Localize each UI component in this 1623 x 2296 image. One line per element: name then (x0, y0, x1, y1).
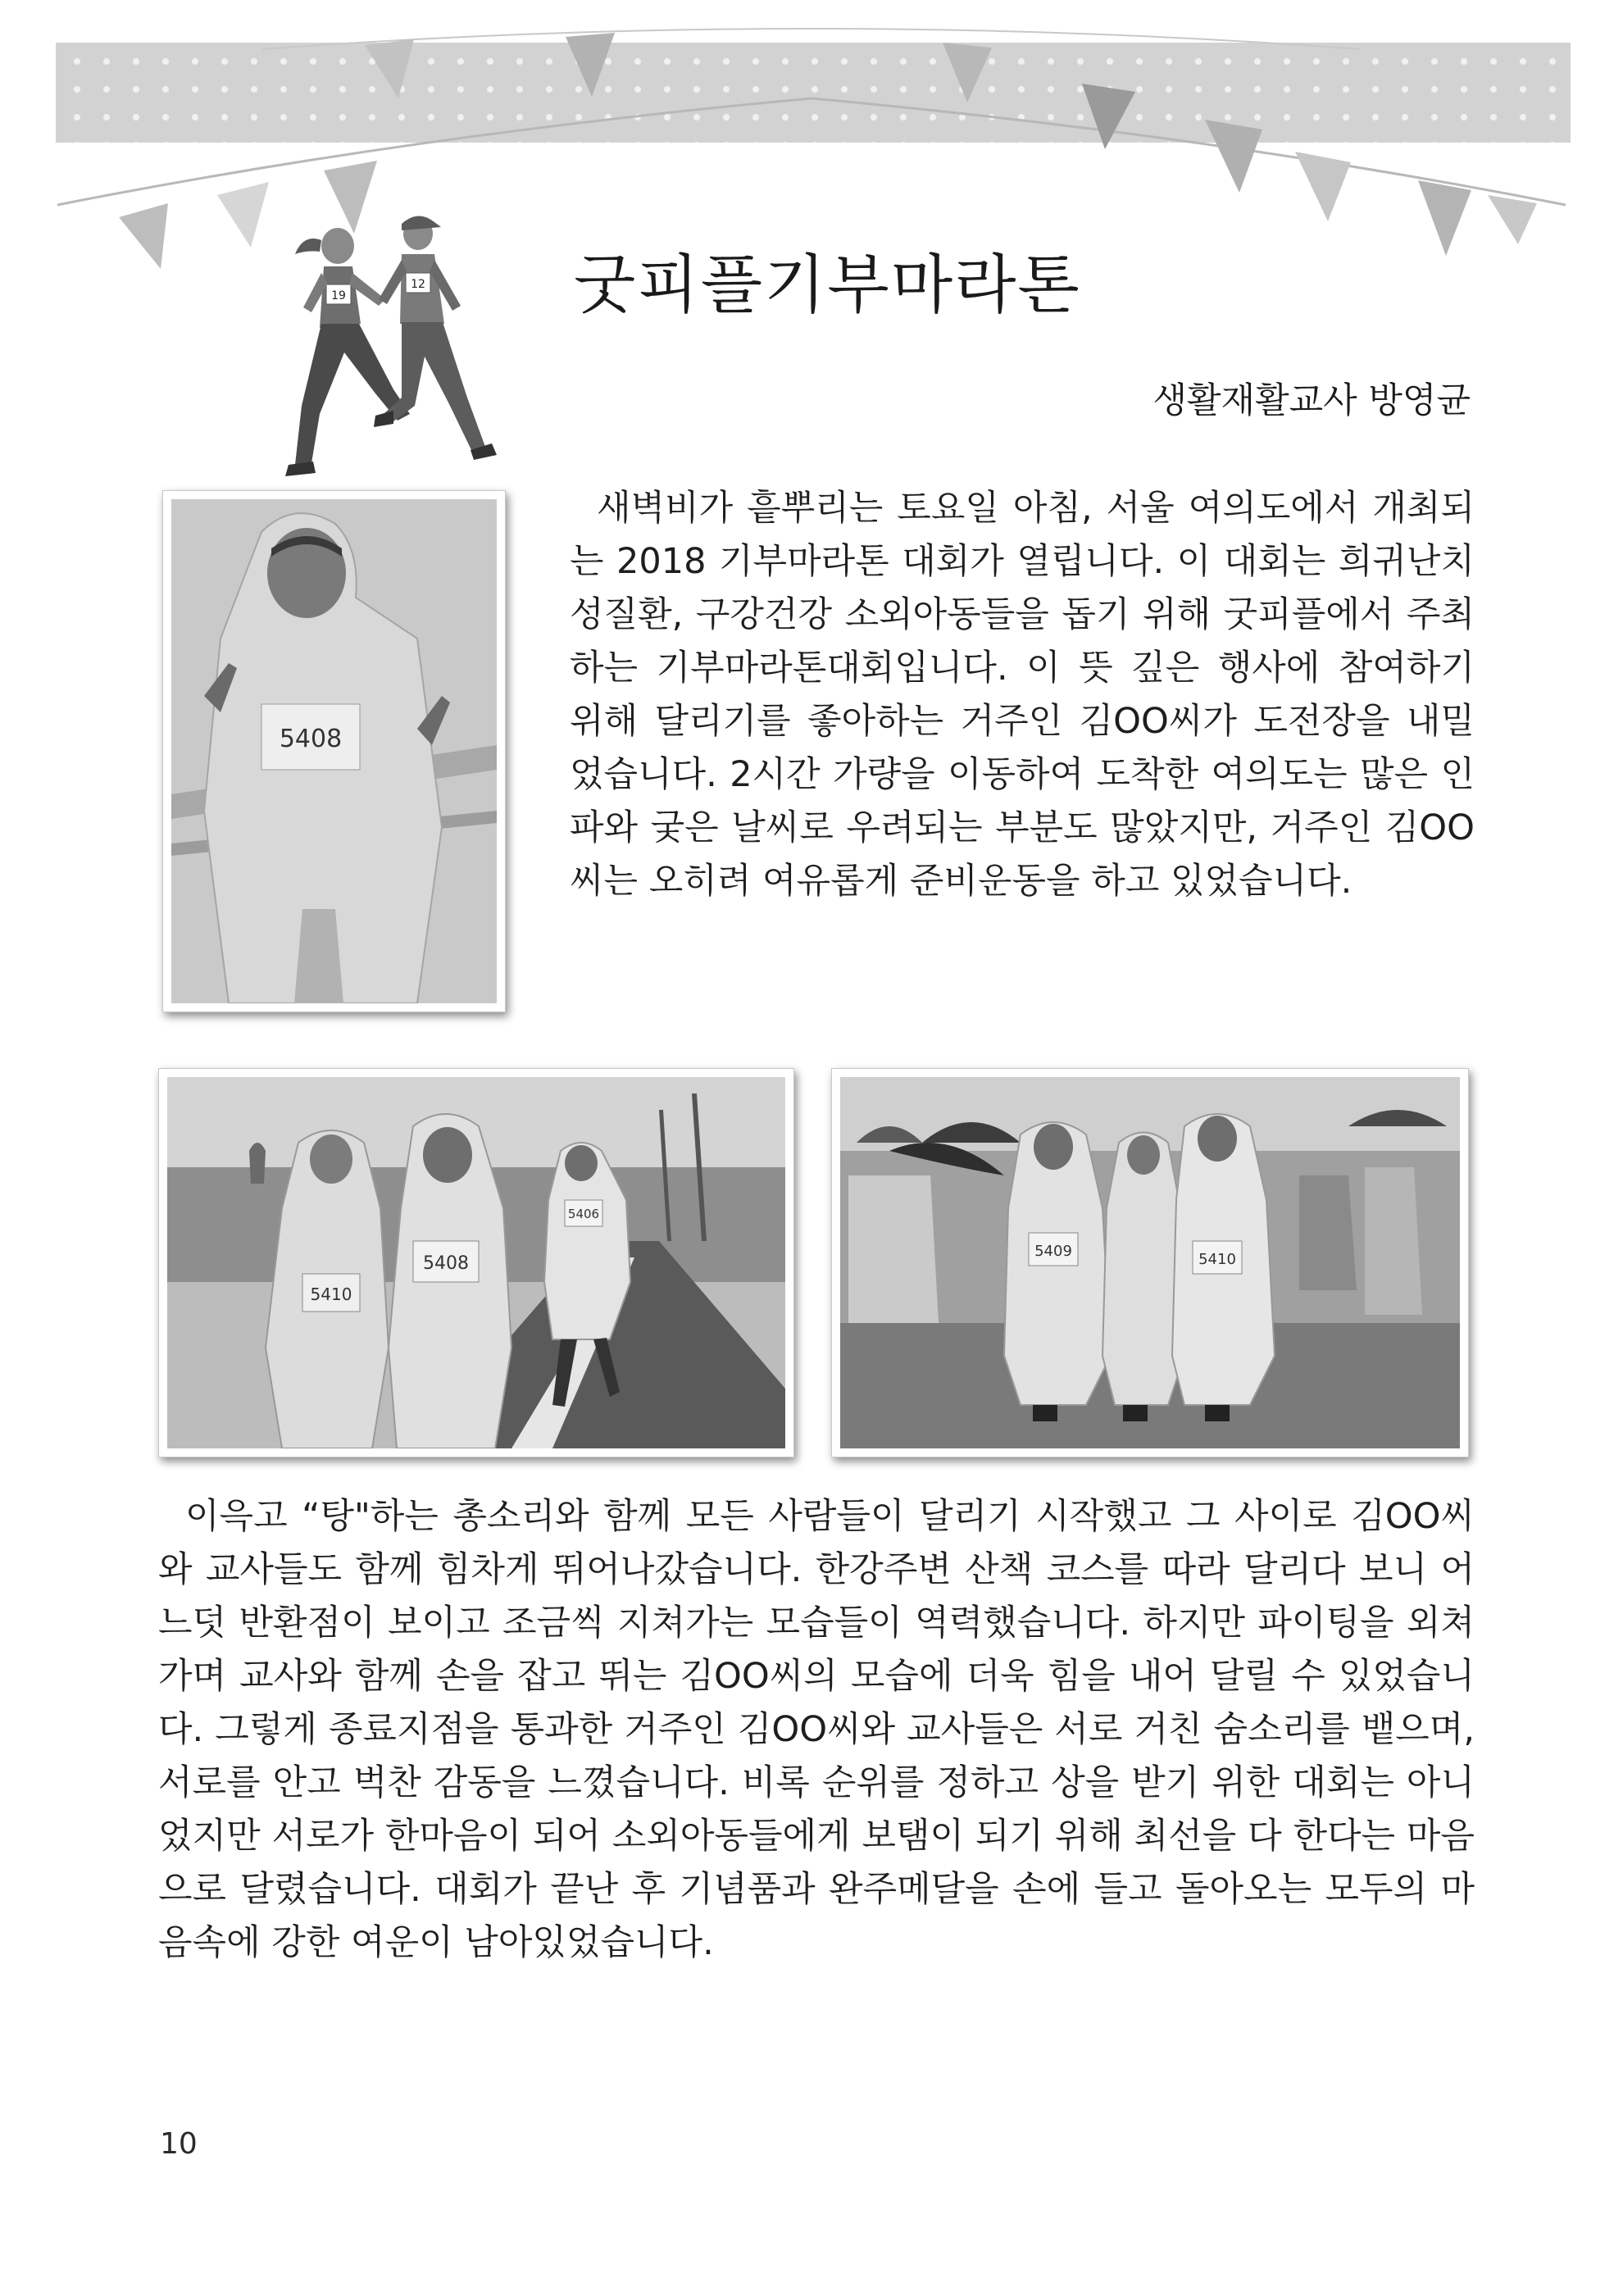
photo-group-raincoats (831, 1068, 1469, 1457)
group-member-3-bib: 5410 (1198, 1251, 1236, 1268)
runner-male-icon (374, 216, 497, 460)
photo-portrait-raincoat (162, 490, 506, 1012)
running-photo-image (167, 1077, 785, 1448)
runner-bib-19: 19 (331, 289, 346, 302)
runner-3-bib: 5406 (567, 1207, 600, 1221)
group-member-1-bib: 5409 (1034, 1243, 1072, 1260)
article-author: 생활재활교사 방영균 (1152, 380, 1471, 421)
runner-bib-12: 12 (411, 278, 425, 291)
runner-1-bib: 5410 (310, 1284, 352, 1304)
runners-illustration (270, 209, 516, 488)
photo-running-path (158, 1068, 794, 1457)
paragraph-race (158, 1490, 1475, 1970)
paragraph-race-text: 이윽고 “탕"하는 총소리와 함께 모든 사람들이 달리기 시작했고 그 사이로 김OO씨와 교사들도 함께 힘차게 뛰어나갔습니다. 한강주변 산책 코스를 따라 달리다 보니 어느덧 반환점이 보이고 조금씩 지쳐가는 모습들이 역력했습니다. 하지만 파이팅을 외쳐가며 교사와 함께 손을 잡고 뛰는 김OO씨의 모습에 더욱 힘을 내어 달릴 수 있었습니다. 그렇게 종료지점을 통과한 거주인 김OO씨와 교사들은 서로 거친 숨소리를 뱉으며, 서로를 안고 벅찬 감동을 느꼈습니다. 비록 순위를 정하고 상을 받기 위한 대회는 아니었지만 서로가 한마음이 되어 소외아동들에게 보탬이 되기 위해 최선을 다 한다는 마음으로 달렸습니다. 대회가 끝난 후 기념품과 완주메달을 손에 들고 돌아오는 모두의 마음속에 강한 여운이 남아있었습니다. (158, 1496, 1475, 1963)
page-number: 10 (160, 2127, 198, 2161)
paragraph-intro-text: 새벽비가 흩뿌리는 토요일 아침, 서울 여의도에서 개최되는 2018 기부마라톤 대회가 열립니다. 이 대회는 희귀난치성질환, 구강건강 소외아동들을 돕기 위해 굿피플에서 주최하는 기부마라톤대회입니다. 이 뜻 깊은 행사에 참여하기 위해 달리기를 좋아하는 거주인 김OO씨가 도전장을 내밀었습니다. 2시간 가량을 이동하여 도착한 여의도는 많은 인파와 궂은 날씨로 우려되는 부분도 많았지만, 거주인 김OO씨는 오히려 여유롭게 준비운동을 하고 있었습니다. (570, 488, 1475, 902)
portrait-bib-number: 5408 (279, 725, 343, 753)
paragraph-intro (570, 482, 1475, 908)
portrait-photo-image (171, 499, 497, 1003)
group-photo-image (840, 1077, 1460, 1448)
runner-2-bib: 5408 (423, 1253, 469, 1274)
runner-female-icon (285, 228, 410, 476)
article-title: 굿피플기부마라톤 (574, 248, 1081, 322)
